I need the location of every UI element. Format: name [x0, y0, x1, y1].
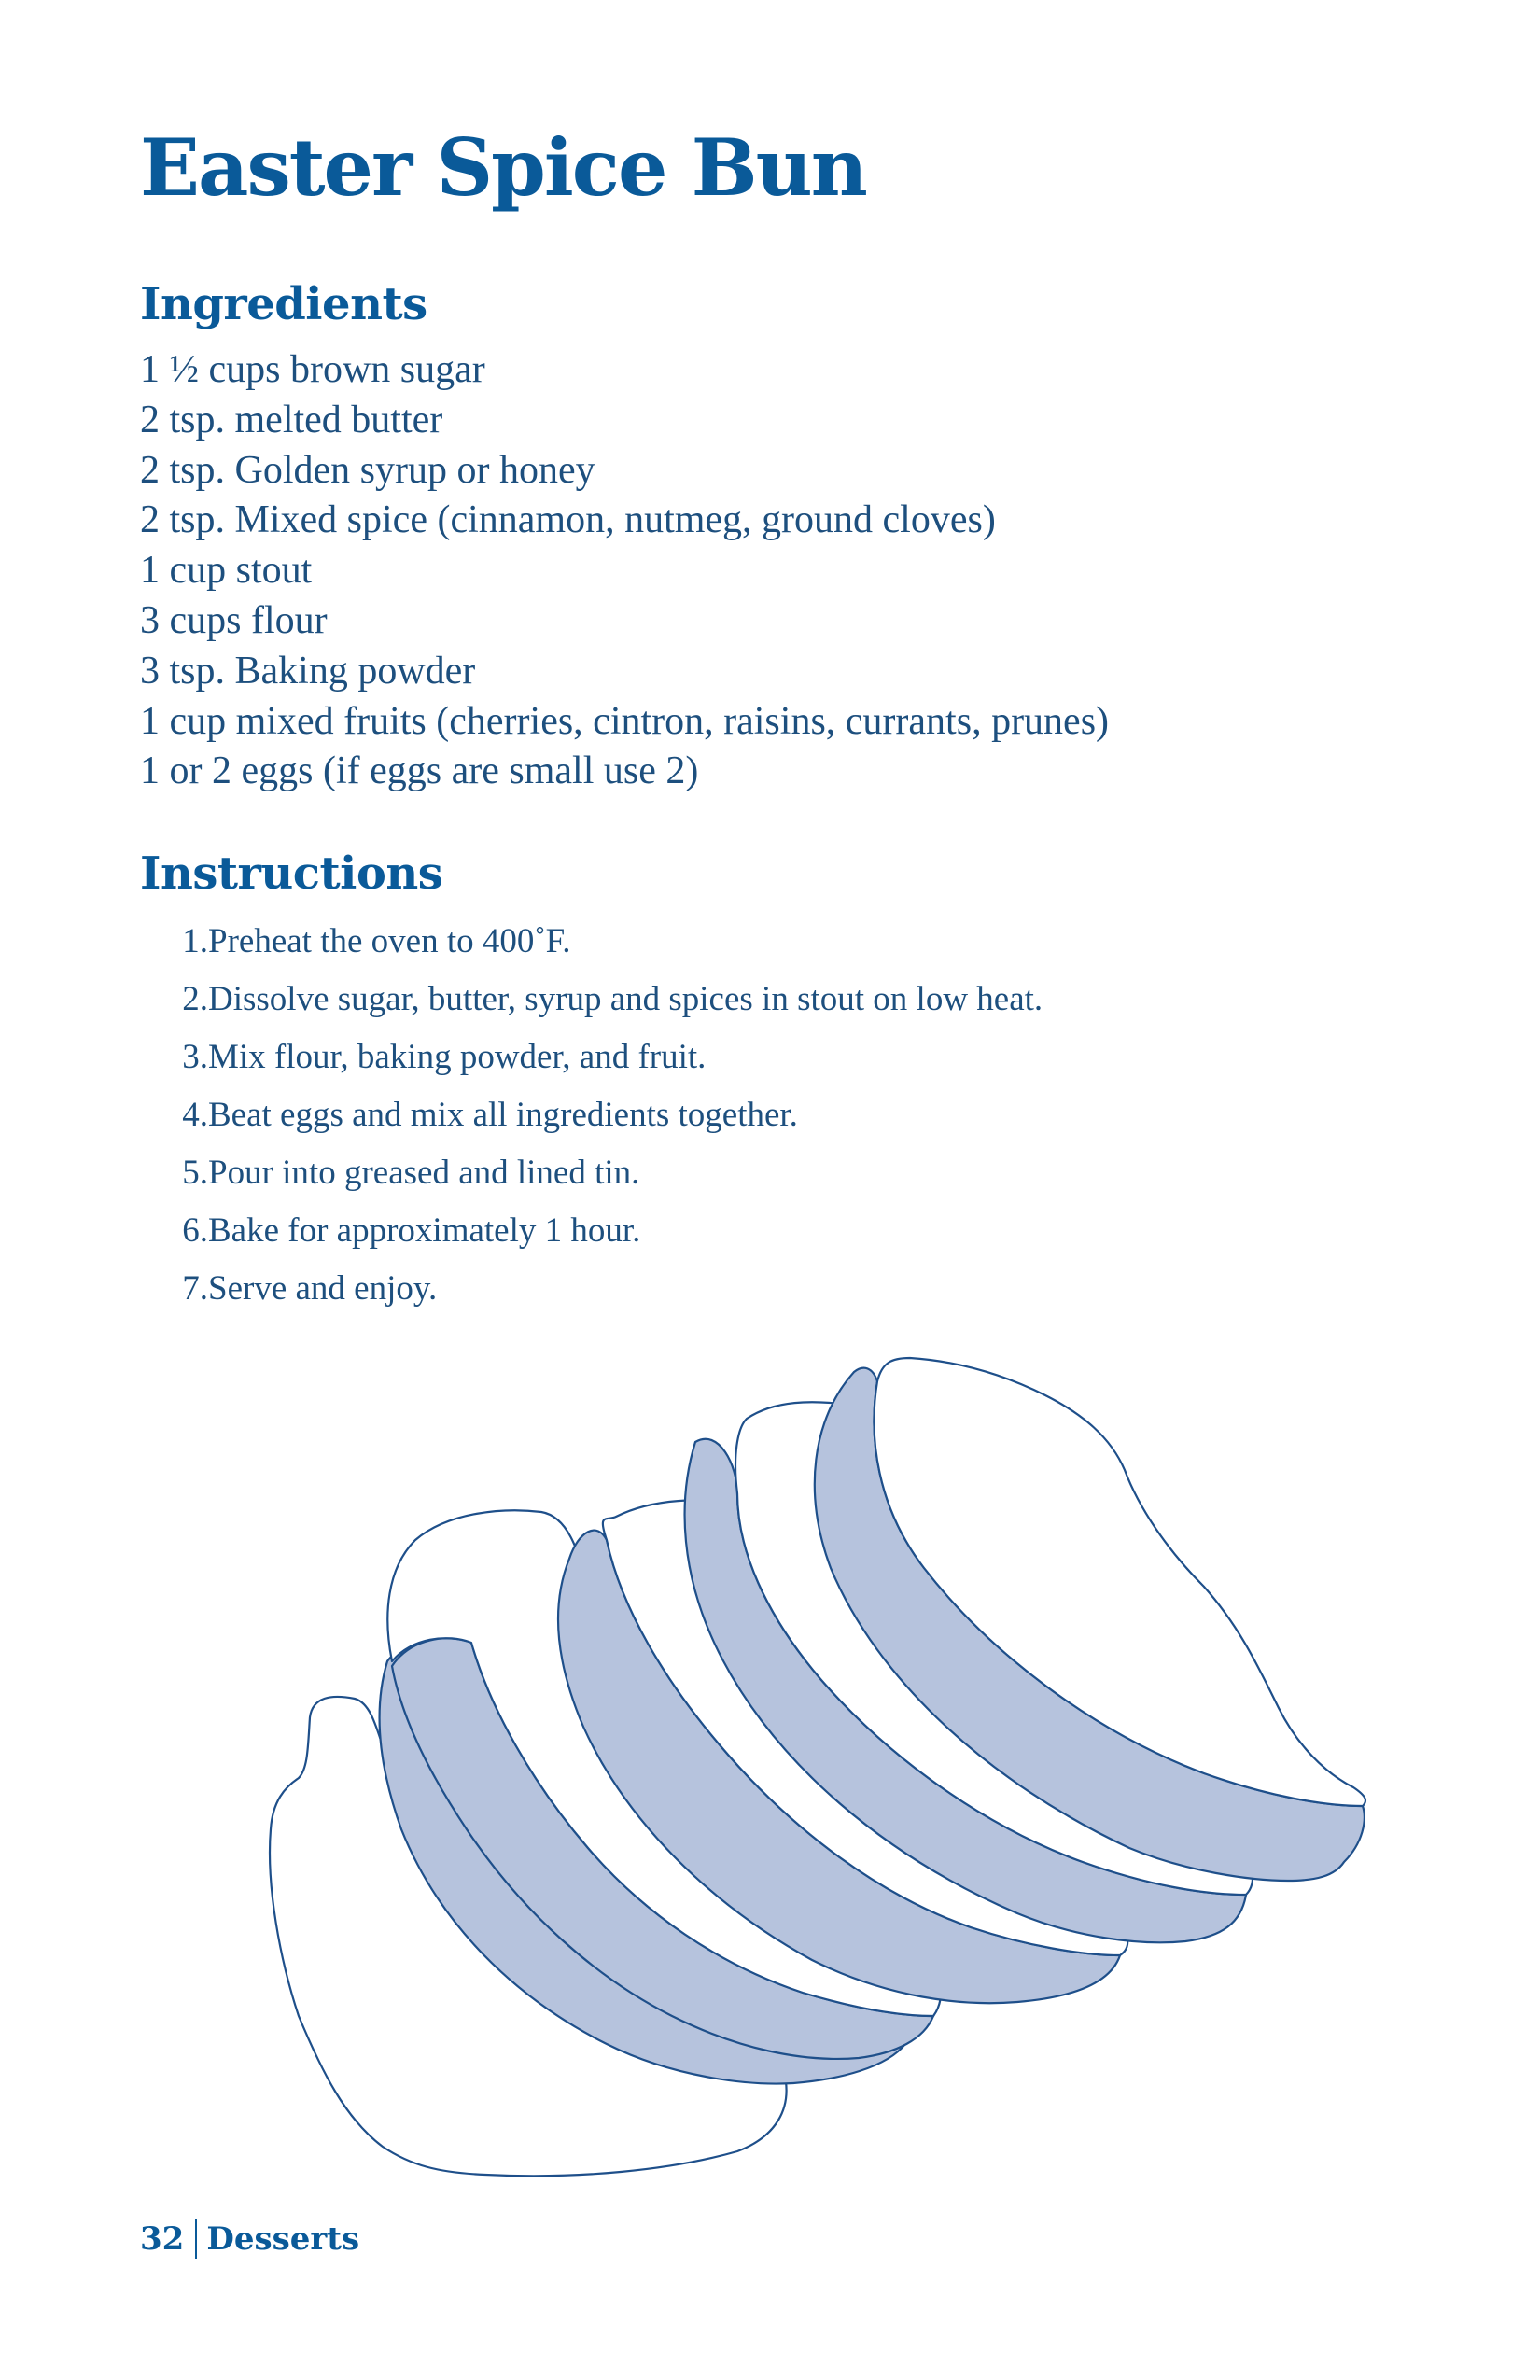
recipe-title: Easter Spice Bun [140, 121, 866, 214]
bun-slice-3 [387, 1510, 941, 2059]
ingredient-item: 3 tsp. Baking powder [140, 649, 476, 693]
instruction-step [140, 1144, 1043, 1202]
ingredient-item: 2 tsp. Golden syrup or honey [140, 448, 595, 492]
step-number: 7. [182, 1269, 208, 1308]
step-number: 6. [182, 1211, 208, 1250]
ingredient-item: 3 cups flour [140, 598, 328, 642]
instruction-step [140, 1260, 1043, 1318]
ingredient-item: 2 tsp. Mixed spice (cinnamon, nutmeg, ground cloves) [140, 498, 996, 542]
bun-slice-1 [270, 1697, 787, 2176]
bun-slice-2 [380, 1547, 906, 2083]
ingredient-item: 1 ½ cups brown sugar [140, 348, 485, 391]
step-number: 3. [182, 1038, 208, 1076]
ingredient-item: 1 cup stout [140, 549, 313, 593]
instruction-step [140, 1202, 1043, 1260]
page-footer [140, 2219, 359, 2259]
ingredient-item: 1 cup mixed fruits (cherries, cintron, raisins, currants, prunes) [140, 699, 1110, 743]
step-text: Bake for approximately 1 hour. [208, 1211, 641, 1250]
step-text: Mix flour, baking powder, and fruit. [208, 1038, 707, 1076]
ingredient-item: 1 or 2 eggs (if eggs are small use 2) [140, 749, 699, 793]
step-number: 1. [182, 922, 208, 960]
step-number: 2. [182, 980, 208, 1018]
bun-slice-5 [685, 1402, 1253, 1942]
instruction-step [140, 1029, 1043, 1086]
step-number: 5. [182, 1154, 208, 1192]
instruction-step [140, 1086, 1043, 1144]
step-text: Pour into greased and lined tin. [208, 1154, 640, 1192]
step-text: Beat eggs and mix all ingredients together. [208, 1096, 798, 1134]
ingredient-item: 2 tsp. melted butter [140, 398, 443, 441]
footer-divider [195, 2219, 197, 2259]
instructions-heading: Instructions [140, 847, 443, 900]
instruction-step [140, 913, 1043, 971]
step-text: Serve and enjoy. [208, 1269, 438, 1308]
section-name: Desserts [206, 2220, 360, 2258]
step-number: 4. [182, 1096, 208, 1134]
page-number: 32 [140, 2220, 185, 2258]
ingredients-list [140, 345, 1109, 797]
bun-slice-6 [815, 1358, 1365, 1881]
step-text: Preheat the oven to 400˚F. [208, 922, 571, 960]
step-text: Dissolve sugar, butter, syrup and spices in stout on low heat. [208, 980, 1043, 1018]
ingredients-heading: Ingredients [140, 278, 427, 330]
bun-slice-4 [558, 1500, 1127, 2003]
instruction-step [140, 971, 1043, 1029]
instructions-list [140, 913, 1043, 1318]
